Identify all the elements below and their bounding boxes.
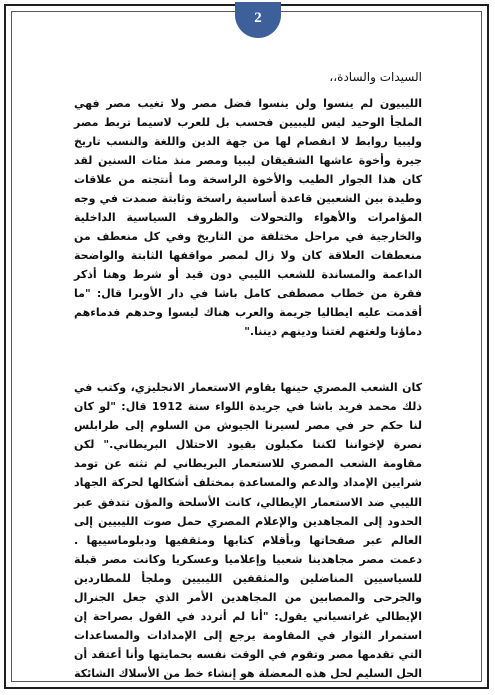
page-number-badge: 2 — [235, 2, 281, 38]
paragraph-text: الليبيون لم ينسوا ولن ينسوا فضل مصر ولا تغيب مصر فهي الملجأ الوحيد ليس لليبيين فحسب بل للعرب لاسيما تربط مصر وليبيا روابط لا انفصام لها من جهة الدين واللغة والنسب تاريخ جيرة وأخوة عاشها الشقيقان ليبيا ومصر منذ مئات السنين لقد كان هذا الجوار الطيب والأخوة الراسخة وما أنتجته من علاقات وطيدة بين الشعبين قاعدة أساسية راسخة وثابتة صمدت في وجه المؤامرات والأهواء والتحولات والظروف السياسية الداخلية والخارجية في مراحل مختلفة من التاريخ وفي كل منعطف من منعطفات العلاقة كان ولا زال لمصر مواقفها الثابتة والواضحة الداعمة والمساندة للشعب الليبي دون قيد أو شرط وهنا أذكر فقرة من خطاب مصطفى كامل باشا في دار الأوبرا قال: "ما أقدمت عليه ايطاليا جريمة والعرب هناك ليسوا وحدهم فدماءهم دماؤنا ولغتهم لغتنا ودينهم ديننا." — [74, 97, 422, 338]
page-title: السيدات والسادة،، — [329, 70, 422, 84]
body-paragraph-1 — [74, 94, 422, 341]
body-paragraph-2 — [74, 378, 422, 684]
paragraph-text: كان الشعب المصري حينها يقاوم الاستعمار الانجليزي، وكتب في ذلك محمد فريد باشا في جريدة اللواء سنة 1912 قال: "لو كان لنا حكم حر في مصر لسيرنا الجيوش من السلوم إلى طرابلس نصرة لإخواننا لكننا مكبلون بقيود الاحتلال البريطاني." لكن مقاومة الشعب المصري للاستعمار البريطاني لم تثنه عن تومد شرايين الإمداد والدعم والمساعدة بمختلف أشكالها لحركة الجهاد الليبي ضد الاستعمار الإيطالي، كانت الأسلحة والمؤن تتدفق عبر الحدود إلى المجاهدين والإعلام المصري حمل صوت الليبيين إلى العالم عبر صفحاتها وبأقلام كتابها ومثقفيها ودبلوماسييها . دعمت مصر مجاهدينا شعبيا وإعلاميا وعسكريا وكانت مصر قبلة للسياسيين المناضلين والمثقفين الليبيين وملجأ للمطاردين والجرحى والمصابين من المجاهدين الأمر الذي جعل الجنرال الإيطالي غراتسياني يقول: "أنا لم أتردد في القول بصراحة إن استمرار الثوار في المقاومة يرجع إلى الإمدادات والمساعدات التي تقدمها مصر وتقوم في الوقت نفسه بحمايتها وأنا أعتقد أن الحل السليم لحل هذه المعضلة هو إنشاء خط من الأسلاك الشائكة — [74, 381, 422, 681]
